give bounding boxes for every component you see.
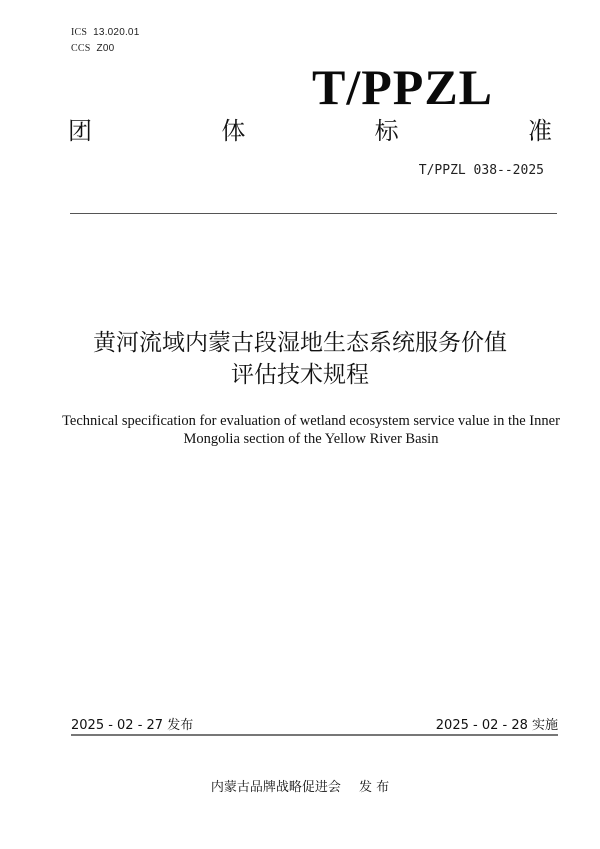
issuer-action: 发 布 (358, 780, 390, 795)
ics-code (71, 27, 139, 38)
ccs-value: Z00 (96, 43, 115, 54)
standard-number: T/PPZL 038--2025 (418, 163, 544, 178)
standard-logo: T/PPZL (312, 59, 494, 115)
issuer-org: 内蒙古品牌战略促进会 (210, 780, 341, 795)
standard-type-char: 准 (527, 117, 552, 145)
ics-value: 13.020.01 (93, 27, 140, 38)
title-chinese-line2: 评估技术规程 (231, 362, 369, 388)
standard-type-char: 体 (221, 117, 246, 145)
implement-date: 2025 - 02 - 28 实施 (435, 718, 558, 733)
issuer (0, 776, 600, 795)
ccs-code (71, 43, 114, 54)
ccs-label: CCS (71, 43, 91, 54)
standard-type-char: 团 (68, 117, 92, 145)
header-divider (70, 213, 557, 214)
footer-divider (71, 734, 558, 736)
title-chinese (0, 327, 600, 391)
ics-label: ICS (71, 27, 88, 38)
publish-date: 2025 - 02 - 27 发布 (71, 718, 194, 733)
title-chinese-line1: 黄河流域内蒙古段湿地生态系统服务价值 (93, 330, 507, 356)
standard-type-heading (68, 116, 552, 146)
standard-type-char: 标 (374, 117, 399, 145)
title-english-line1: Technical specification for evaluation of wetland ecosystem service value in the Inner (62, 413, 560, 429)
title-english-line2: Mongolia section of the Yellow River Basin (183, 431, 439, 447)
title-english (60, 412, 562, 448)
